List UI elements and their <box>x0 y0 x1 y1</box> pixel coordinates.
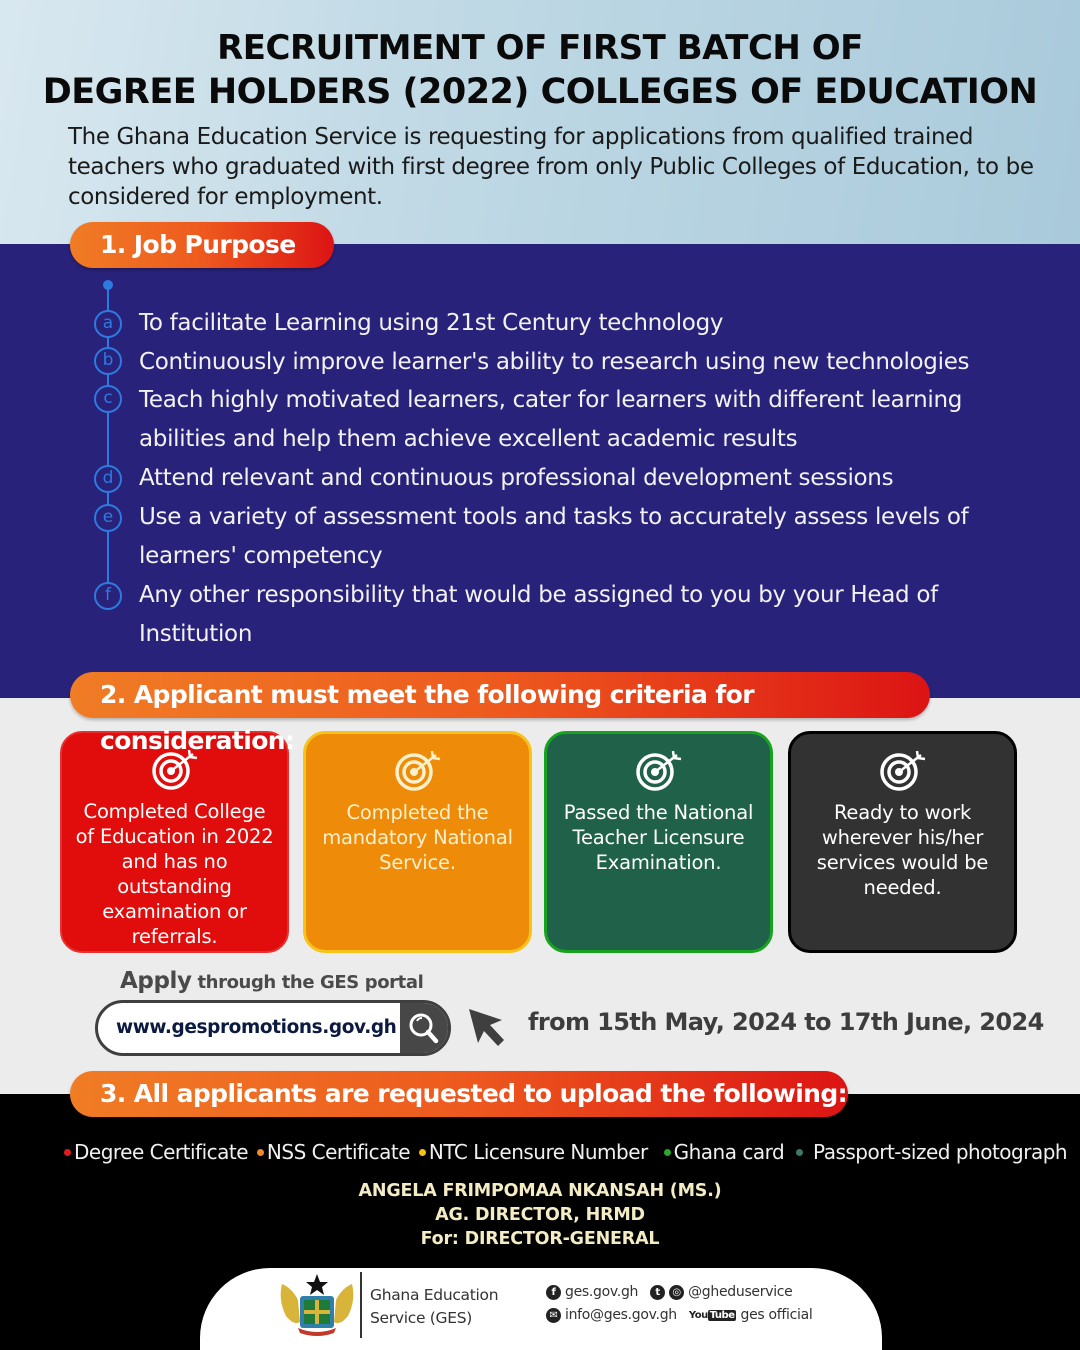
purpose-text: Attend relevant and continuous professional development sessions <box>139 465 894 491</box>
target-icon <box>633 748 685 792</box>
facebook-icon[interactable]: f <box>546 1285 561 1300</box>
bullet-dot <box>419 1149 426 1156</box>
timeline-start-dot <box>103 280 113 290</box>
search-button[interactable] <box>400 1003 448 1053</box>
criteria-card-national-service <box>303 731 532 953</box>
email-icon[interactable]: ✉ <box>546 1308 561 1323</box>
org-name-line2: Service (GES) <box>370 1309 473 1327</box>
criteria-text: Completed College of Education in 2022 and has no outstanding examination or referrals. <box>75 800 274 948</box>
page-title-line2: DEGREE HOLDERS (2022) COLLEGES OF EDUCATION <box>42 72 1038 112</box>
purpose-text: Teach highly motivated learners, cater for learners with different learning abilities and help them achieve excellent academic results <box>139 387 963 452</box>
criteria-card-relocation <box>788 731 1017 953</box>
criteria-card-college <box>60 731 289 953</box>
target-icon <box>392 748 444 792</box>
portal-url[interactable]: www.gespromotions.gov.gh <box>116 1017 397 1038</box>
purpose-text: Use a variety of assessment tools and tasks to accurately assess levels of learners' competency <box>139 504 969 569</box>
website-link[interactable]: ges.gov.gh <box>565 1284 639 1300</box>
ghana-coat-of-arms-logo <box>276 1270 358 1338</box>
application-dates: from 15th May, 2024 to 17th June, 2024 <box>528 1008 1044 1036</box>
instagram-icon[interactable]: ◎ <box>669 1285 684 1300</box>
letter-badge-d: d <box>94 465 122 493</box>
bullet-dot <box>796 1149 803 1156</box>
signatory-name: ANGELA FRIMPOMAA NKANSAH (MS.) <box>358 1181 722 1201</box>
target-icon <box>877 748 929 792</box>
letter-badge-b: b <box>94 347 122 375</box>
cursor-arrow-icon <box>466 1006 508 1050</box>
doc-passport-photo: Passport-sized photograph <box>813 1140 1068 1164</box>
criteria-text: Passed the National Teacher Licensure Examination. <box>563 801 754 874</box>
intro-paragraph: The Ghana Education Service is requesting for applications from qualified trained teachers who graduated with first degree from only Public Colleges of Education, to be considered for employment. <box>68 124 1034 210</box>
job-purpose-heading: 1. Job Purpose <box>70 222 334 268</box>
upload-heading: 3. All applicants are requested to upload the following: <box>70 1071 848 1117</box>
doc-ghana-card: Ghana card <box>673 1140 785 1164</box>
purpose-text: Any other responsibility that would be assigned to you by your Head of Institution <box>139 582 938 647</box>
document-list <box>64 1140 1074 1164</box>
twitter-icon[interactable]: t <box>650 1285 665 1300</box>
criteria-card-licensure <box>544 731 773 953</box>
search-icon <box>400 1003 448 1053</box>
apply-label <box>120 968 423 994</box>
org-name <box>370 1284 498 1330</box>
bullet-dot <box>257 1149 264 1156</box>
signatory-title: AG. DIRECTOR, HRMD <box>435 1205 645 1225</box>
footer-divider <box>360 1272 362 1338</box>
purpose-text: To facilitate Learning using 21st Century technology <box>139 310 724 336</box>
bullet-dot <box>64 1149 71 1156</box>
apply-rest: through the GES portal <box>191 972 424 993</box>
bullet-dot <box>664 1149 671 1156</box>
letter-badge-a: a <box>94 310 122 338</box>
letter-badge-e: e <box>94 504 122 532</box>
social-row-2 <box>546 1307 813 1323</box>
org-name-line1: Ghana Education <box>370 1286 499 1304</box>
letter-badge-c: c <box>94 385 122 413</box>
apply-word: Apply <box>120 968 192 994</box>
signatory-for: For: DIRECTOR-GENERAL <box>420 1229 660 1249</box>
email-link[interactable]: info@ges.gov.gh <box>565 1307 677 1323</box>
purpose-text: Continuously improve learner's ability to research using new technologies <box>139 349 970 375</box>
youtube-icon[interactable]: You Tube <box>688 1309 735 1321</box>
youtube-channel[interactable]: ges official <box>740 1307 813 1323</box>
doc-ntc-number: NTC Licensure Number <box>428 1140 648 1164</box>
doc-nss-certificate: NSS Certificate <box>266 1140 411 1164</box>
page-title-line1: RECRUITMENT OF FIRST BATCH OF <box>217 28 863 68</box>
header-banner <box>0 0 1080 244</box>
criteria-text: Completed the mandatory National Service. <box>322 801 513 874</box>
criteria-heading: 2. Applicant must meet the following criteria for consideration: <box>70 672 930 718</box>
social-row-1 <box>546 1284 793 1300</box>
doc-degree-certificate: Degree Certificate <box>74 1140 249 1164</box>
social-handle[interactable]: @gheduservice <box>688 1284 793 1300</box>
criteria-text: Ready to work wherever his/her services would be needed. <box>816 801 989 899</box>
portal-url-bar[interactable] <box>95 1000 451 1056</box>
letter-badge-f: f <box>94 582 122 610</box>
